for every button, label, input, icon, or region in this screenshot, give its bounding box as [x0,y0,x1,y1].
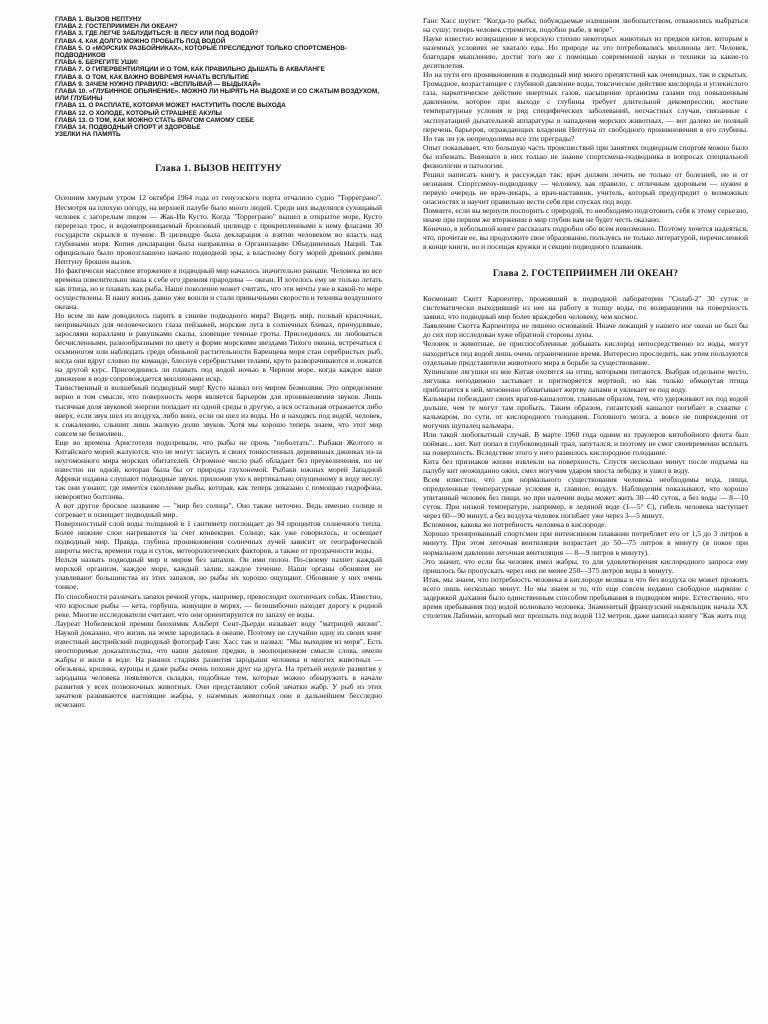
paragraph: Это значит, что если бы человек имел жабры, то для удовлетворения кислородного запроса ему пришлось бы пропускать через них не менее 250—375 литров воды в минуту. [423,556,748,575]
paragraph: Кальмары побеждают своих врагов-кашалотов, главным образом, тем, что удерживают их под водой дольше, чем те могут там пробыть. Таким образом, гигантский кашалот погибает в схватке с кальмаром, по сути, от кислородного голодания. Головного мозга, а вовсе не повреждения от могучих щупалец кальмара. [423,393,748,430]
paragraph: Нельзя назвать подводный мир и миром без запахов. Он ими полон. По-своему пахнет каждый морской организм, каждое море, каждый залив, каждое течение. Наши органы обоняния не улавливают большинства из этих запахов, но рыбы их хорошо ощущают. Обоняние у них очень тонкое. [55,555,382,592]
left-column [55,16,382,709]
toc-item[interactable]: ГЛАВА 1. ВЫЗОВ НЕПТУНУ [55,16,142,23]
toc-item[interactable]: ГЛАВА 2. ГОСТЕПРИИМЕН ЛИ ОКЕАН? [55,23,178,31]
toc-item[interactable]: ГЛАВА 13. О ТОМ, КАК МОЖНО СТАТЬ ВРАГОМ САМОМУ СЕБЕ [55,116,255,124]
toc-item[interactable]: ГЛАВА 8. О ТОМ, КАК ВАЖНО ВОВРЕМЯ НАЧАТЬ ВСПЛЫТИЕ [55,73,250,81]
paragraph: Заявление Скотта Карпентера не лишено оснований. Иначе лежащий у нашего ног океан не был бы до сих пор исследован хуже обратной стороны луны. [423,321,748,340]
paragraph: Осенним хмурым утром 12 октября 1964 года от генуэзского порта отчалило судно "Торреграно". Несмотря на плохую погоду, на верхней палубе было много людей. Среди них выделялся сухощавый человек с загорелым лицом — Жак-Ив Кусто. Когда "Торреграно" вышел в открытое море, Кусто перерезал трос, и водонепроницаемый бронзовый цилиндр с прикрепленными к нему флагами 30 государств скрылся в пучине. В цилиндре была декларация о взятии человеком во власть над глубинами моря. Копия декларации была направлена в Организацию Объединенных Наций. Так официально было провозглашено начало подводной эры, а властному богу морей древних римлян Нептуну брошен вызов. [55,193,382,266]
chapter-1-title: Глава 1. ВЫЗОВ НЕПТУНУ [155,164,282,175]
chapter-2-title: Глава 2. ГОСТЕПРИИМЕН ЛИ ОКЕАН? [492,269,679,280]
paragraph: Еще во времена Аристотеля подозревали, что рыбы не прочь "поболтать". Рыбаки Желтого и Китайского морей жалуются, что не могут заснуть в своих тонкостенных деревянных джонках из-за неугомонного мира морских обитателей. Огромное число рыб обладает без преувеличения, но не известно ни одной, которая была бы от природы глухонемой. Рыбаки южных морей Западной Африки издавна слушают подводные звуки, приложив ухо к вертикально опущенному в воду веслу: так они узнают, где имеется скопление рыбы, которая, как теперь доказано с помощью гидрофона, невероятно болтлива. [55,437,382,501]
paragraph: Человек и животные, не приспособленные добывать кислород непосредственно из воды, могут находиться под водой лишь очень ограниченное время. Интересно проследить, как этим пользуются отдельные представители животного мира в борьбе за существование. [423,339,748,367]
paragraph: Науке известно возвращение в морскую стихию некоторых животных из предков китов, которым в наземных условиях не хватало еды. Но природе на это потребовались миллионы лет. Человек, благодаря мышлению, достиг того же с помощью современной науки и техники за какие-то десятилетия. [423,34,748,71]
paragraph: Или такой любопытный случай. В марте 1960 года одним из траулеров китобойного флота был пойман... кит. Кит попал в глубоководный трал, запутался, и поэтому не смог своевременно всплыть на поверхность. Вследствие этого у него развилось кислородное голодание. [423,429,748,458]
right-column [423,16,748,620]
paragraph: А вот другое броское название — "мир без солнца". Оно также неточно. Ведь именно солнце и согревает и освещает подводный мир. [55,501,382,520]
paragraph: Но фактически массовое вторжение в подводный мир началось значительно раньше. Человека во все времена повелительно звала к себе его древняя прародина — океан. И хотелось ему не только летать как птица, но и плавать как рыба. Наше поколение может считать, что эти мечты уже в какой-то мере осуществлены. В нашу жизнь давно уже вошли и стали привычными скорости и техника воздушного океана. [55,265,382,312]
paragraph: Решил написать книгу, я рассуждал так: врач должен лечить не только от болезней, но и от незнания. Спортсмену-подводнику — человеку, как правило, с отличным здоровьем — нужен в первую очередь не врач-лекарь, а врач-наставник, учитель, который предупредит о возможных опасностях и научит правильно вести себя при спусках под воду. [423,169,748,206]
toc-item[interactable]: ГЛАВА 4. КАК ДОЛГО МОЖНО ПРОБЫТЬ ПОД ВОДОЙ [55,37,226,45]
paragraph: Поверхностный слой воды толщиной в 1 сантиметр поглощает до 94 процентов солнечного тепла. Более нижние слои нагреваются за счет конвекции. Солнце, как уже говорилось, и освещает подводный мир. Правда, глубина проникновения солнечных лучей зависит от географической широты места, времени года и суток, метеорологических факторов, а также от прозрачности воды. [55,519,382,556]
paragraph: Хупинские лягушки из вне Китая охотятся на птиц, которыми питаются. Выбрав отдельное место, лягушка неподвижно застывает и притворяется мертвой, но как только обманутая птица приблизится к ней, мгновенно обхватывает жертву лапами и увлекает ее под воду. [423,366,748,394]
paragraph: Таинственный и волшебный подводный мир! Кусто назвал его миром безмолвия. Это определение верно в том смысле, что поверхность моря является барьером для проникновения звуков. Лишь тысячная доля звуковой энергии попадает из одной среды в другую, а вся остальная отражается либо вверх, если звук шел из воздуха, либо вниз, если он шел из воды. Но и находясь под водой, человек, к сожалению, слышит лишь жалкую долю звуков. Хотя мы хорошо теперь знаем, что этот мир совсем не безмолвен. [55,383,382,438]
paragraph: Вспомним, какова же потребность человека в кислороде. [423,520,607,530]
toc-item[interactable]: ГЛАВА 10. «ГЛУБИННОЕ ОПЬЯНЕНИЕ». МОЖНО ЛИ НЫРЯТЬ НА ВЫДОХЕ И СО СЖАТЫМ ВОЗДУХОМ, ИЛИ ГЛУБИНЫ [55,88,379,103]
toc-item[interactable]: ГЛАВА 3. ГДЕ ЛЕГЧЕ ЗАБЛУДИТЬСЯ: В ЛЕСУ ИЛИ ПОД ВОДОЙ? [55,30,259,38]
table-of-contents [55,16,382,138]
paragraph: Хорошо тренированный спортсмен при интенсивном плавании потребляет его от 1,5 до 3 литров в минуту. При этом легочная вентиляция возрастает до 50—75 литров в минуту (в покое при нормальном давлении легочная вентиляция — 8—9 литров в минуту). [423,529,748,557]
paragraph: Опыт показывает, что большую часть происшествий при занятиях подводным спортом можно было бы избежать. Виновато в них только не знание спортсмена-подводника в вопросах специальной физиологии и патологии. [423,142,748,170]
toc-item[interactable]: ГЛАВА 9. ЗАЧЕМ НУЖНО ПРАВИЛО: «ВСПЛЫВАЙ — ВЫДЫХАЙ» [55,80,261,88]
toc-item[interactable]: ГЛАВА 14. ПОДВОДНЫЙ СПОРТ И ЗДОРОВЬЕ [55,124,201,132]
toc-item[interactable]: УЗЕЛКИ НА ПАМЯТЬ [55,131,121,139]
toc-item[interactable]: ГЛАВА 12. О ХОЛОДЕ, КОТОРЫЙ СТРАШНЕЕ АКУЛЫ [55,109,222,117]
toc-item[interactable]: ГЛАВА 5. О «МОРСКИХ РАЗБОЙНИКАХ», КОТОРЫЕ ПРЕСЛЕДУЮТ ТОЛЬКО СПОРТСМЕНОВ-ПОДВОДНИКОВ [55,44,347,60]
paragraph: Ганс Хасс шутит: "Когда-то рыбы, побуждаемые излишним любопытством, отважились выбраться на сушу; теперь человек стремится, подобно рыбе, в море". [423,16,748,35]
paragraph: Кита без признаков жизни извлекли на поверхность. Спустя несколько минут после подъема на палубу кит неожиданно ожил, смел могучим ударом хвоста лебедку и ушел в воду. [423,457,748,476]
paragraph: По способности различать запахи речной угорь, например, превосходит охотничьих собак. Известно, что взрослые рыбы — кета, горбуша, живущие в морях, — безошибочно находят дорогу к родной реке. Многие исследователи считают, что они ориентируются по запаху ее воды. [55,591,382,619]
paragraph: Но всем ли вам доводилось парить в синеве подводного мира? Видеть мир, полный красочных, непривычных для человеческого глаза пейзажей, морские луга в солнечных бликах, причудливые, зарослями кораллами и ракушками скалы, зловещие темные гроты. Присоединись ли любоваться бесчисленными, разнообразными по цвету и форме морскими звездами Тихого океана, встречаться с осьминогом или наблюдать среди обильной растительности Баренцева моря стаи серебристых рыб, когда они вдруг словно по команде, блеснув серебристыми телами, круто разворачиваются и ложатся на другой курс. Присоединись ли плавать под водой ночью в Черном море, когда каждое ваше движение в воде сопровождается миллионами искр. [55,311,382,384]
paragraph: Всем известно, что для нормального существования человека необходимы вода, пища, определенные температурные условия и, главное, воздух. Наблюдения показывают, что хорошо упитанный человек без пищи, но при наличии воды может жить 30—40 суток, а без воды — 8—10 суток. При низкой температуре, например, в ледяной воде (1—5° С), гибель человека наступает через 60—90 минут, а без воздуха человек погибает уже через 3—5 минут. [423,475,748,521]
paragraph: Конечно, в небольшой книге рассказать подробно обо всем невозможно. Поэтому хочется надеяться, что, прочитав ее, вы продолжите свое образование, пользуясь не только литературой, перечисленной в конце книги, но и посещая кружки и секции подводного плавания. [423,224,748,252]
toc-item[interactable]: ГЛАВА 7. О ГИПЕРВЕНТИЛЯЦИИ И О ТОМ, КАК ПРАВИЛЬНО ДЫШАТЬ В АКВАЛАНГЕ [55,66,325,74]
paragraph: Итак, мы знаем, что потребность человека в кислороде велика и что без воздуха он может прожить всего лишь несколько минут. Но мы знаем и то, что еще совсем недавно свободное ныряние с задержкой дыхания было единственным способом пребывания в подводном мире. Естественно, что время пребывания под водой волновало человека. Знаменитый французский ныряльщик начала XX столетия Лабиман, который мог проплыть под водой 112 метров, даже написал книгу "Как жить под [423,574,748,620]
paragraph: Но на пути его проникновения в подводный мир много препятствий как очевидных, так и скрытых. Громадное, возрастающее с глубиной давление воды, токсическое действие кислорода и углекислого газа, наркотическое действие инертных газов, насыщение организма газами под повышенным давлением, которое при выходе с глубины требует длительной декомпрессии, жесткие температурные условия и ряд специфических заболеваний, несчастных случаи, связанные с эксплуатацией дыхательной аппаратуры и нападения морских животных, — вот далеко не полный перечень барьеров, ограждающих владения Нептуна от свободного проникновения в его глубины. Но так ли уж непреодолимы все эти преграды? [423,70,749,143]
paragraph: Помните, если вы вернули поспорить с природой, то необходимо подготовить себя к этому серьезно, иначе при первом же вторжении в мир глубин вам не будет честь оказано. [423,205,748,225]
paragraph: Космонавт Скотт Карпентер, проживший в подводной лаборатории "Силаб-2" 30 суток и систематически выходивший из нее на работу в толщу воды, по возвращении на поверхность заявил, что подводный мир более враждебен человеку, чем космос. [423,294,748,322]
paragraph: Лауреат Нобелевской премии биохимик Альберт Сент-Дьерди называет воду "матрицей жизни". Наукой доказано, что жизнь на земле зародилась в океане. Поэтому не случайно одну из своих книг известный австрийский подводный фотограф Ганс Хасс так и назвал: "Мы выходим из моря". Есть неоспоримые доказательства, что наши далекие предки, в эволюционном смысле слова, имели жабры и жили в воде. На ранних стадиях развития зародыши человека и многих животных — обезьяны, кролика, курицы и даже рыбы очень похожи друг на друга. На третьей неделе развития у зародыша человека появляются складки, подобные тем, которые можно обнаружить в начале развития у всех позвоночных животных. Они представляют собой зачатки жабр. У рыб из этих зачатков развиваются настоящие жабры, у наземных животных они в дальнейшем бесследно исчезают. [55,618,382,710]
toc-item[interactable]: ГЛАВА 11. О РАСПЛАТЕ, КОТОРАЯ МОЖЕТ НАСТУПИТЬ ПОСЛЕ ВЫХОДА [55,102,286,110]
toc-item[interactable]: ГЛАВА 6. БЕРЕГИТЕ УШИ! [55,59,139,67]
